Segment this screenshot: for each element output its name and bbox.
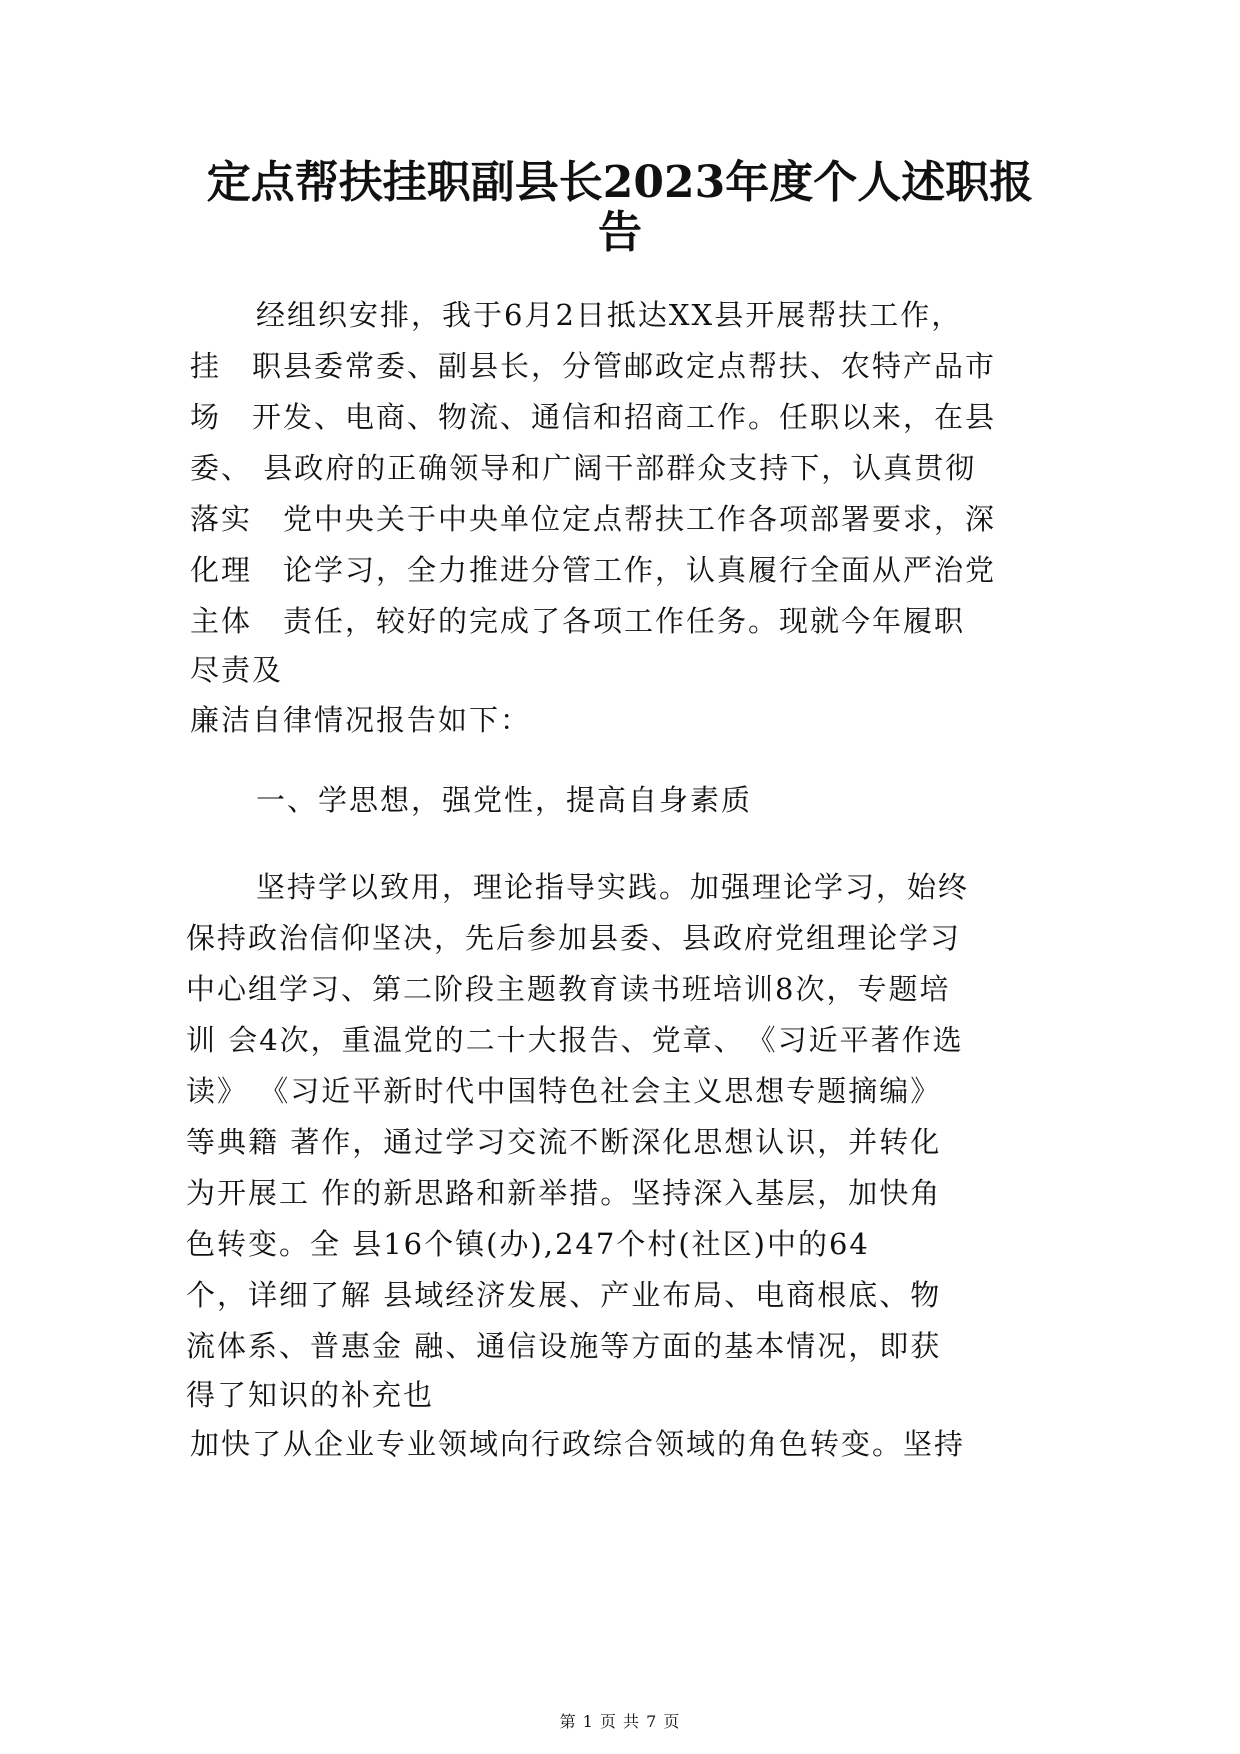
paragraph-line: 尽责及 xyxy=(190,653,284,687)
document-title-line-2: 告 xyxy=(598,207,642,258)
paragraph-line: 廉洁自律情况报告如下： xyxy=(190,703,532,737)
page-number: 第 1 页 共 7 页 xyxy=(559,1712,681,1731)
paragraph-line: 为开展工 作的新思路和新举措。坚持深入基层，加快角 xyxy=(186,1176,942,1210)
paragraph-line: 坚持学以致用，理论指导实践。加强理论学习，始终 xyxy=(256,870,970,904)
paragraph-line: 读》 《习近平新时代中国特色社会主义思想专题摘编》 xyxy=(186,1074,942,1108)
paragraph-line: 保持政治信仰坚决，先后参加县委、县政府党组理论学习 xyxy=(186,921,962,955)
paragraph-line: 流体系、普惠金 融、通信设施等方面的基本情况，即获 xyxy=(186,1329,942,1363)
section-heading: 一、学思想，强党性，提高自身素质 xyxy=(256,783,753,817)
paragraph-line: 场 开发、电商、物流、通信和招商工作。任职以来，在县 xyxy=(190,400,997,434)
paragraph-line: 色转变。全 县16个镇(办),247个村(社区)中的64 xyxy=(186,1227,870,1261)
paragraph-line: 落实 党中央关于中央单位定点帮扶工作各项部署要求，深 xyxy=(190,502,997,536)
paragraph-line: 经组织安排，我于6月2日抵达XX县开展帮扶工作， xyxy=(256,298,963,332)
paragraph-line: 个，详细了解 县域经济发展、产业布局、电商根底、物 xyxy=(186,1278,942,1312)
paragraph-line: 化理 论学习，全力推进分管工作，认真履行全面从严治党 xyxy=(190,553,997,587)
paragraph-line: 训 会4次，重温党的二十大报告、党章、 《习近平著作选 xyxy=(186,1023,964,1057)
paragraph-line: 委、 县政府的正确领导和广阔干部群众支持下，认真贯彻 xyxy=(190,451,977,485)
paragraph-line: 中心组学习、第二阶段主题教育读书班培训8次，专题培 xyxy=(186,972,951,1006)
paragraph-line: 主体 责任，较好的完成了各项工作任务。现就今年履职 xyxy=(190,604,966,638)
paragraph-line: 得了知识的补充也 xyxy=(186,1378,435,1412)
paragraph-line: 等典籍 著作，通过学习交流不断深化思想认识，并转化 xyxy=(186,1125,942,1159)
paragraph-line: 加快了从企业专业领域向行政综合领域的角色转变。坚持 xyxy=(190,1427,966,1461)
paragraph-line: 挂 职县委常委、副县长，分管邮政定点帮扶、农特产品市 xyxy=(190,349,997,383)
document-title-line-1: 定点帮扶挂职副县长2023年度个人述职报 xyxy=(206,157,1034,208)
